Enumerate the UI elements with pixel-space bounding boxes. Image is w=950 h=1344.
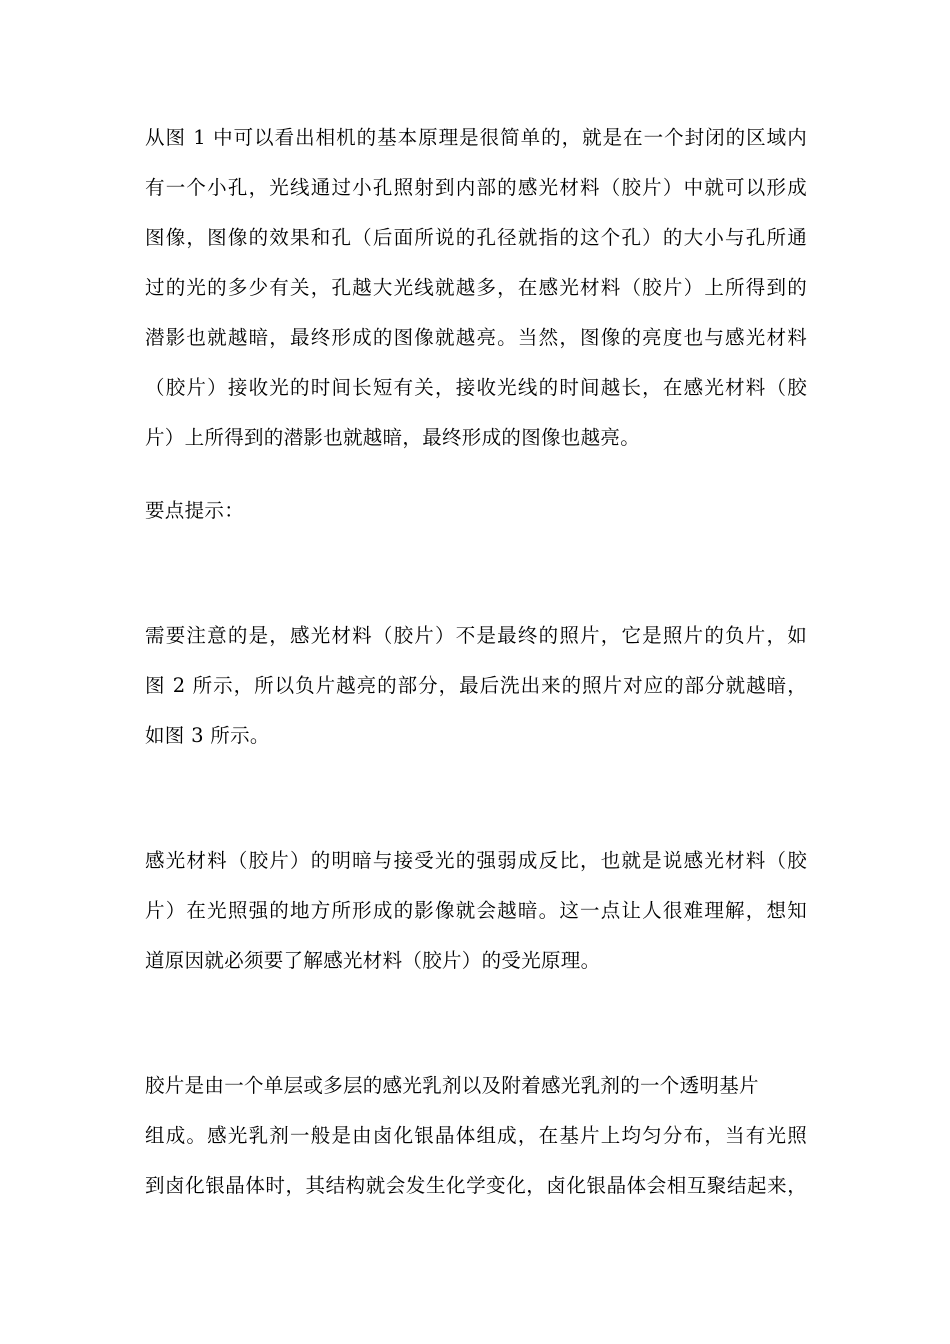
text-line: 从图 1 中可以看出相机的基本原理是很简单的，就是在一个封闭的区域内: [145, 126, 807, 149]
text-line: 要点提示：: [145, 499, 245, 522]
text-line: 需要注意的是，感光材料（胶片）不是最终的照片，它是照片的负片，如: [145, 624, 807, 647]
text-line: 过的光的多少有关，孔越大光线就越多，在感光材料（胶片）上所得到的: [145, 276, 807, 299]
text-line: 图 2 所示，所以负片越亮的部分，最后洗出来的照片对应的部分就越暗，: [145, 674, 807, 697]
text-line: 如图 3 所示。: [145, 724, 270, 747]
text-line: 潜影也就越暗，最终形成的图像就越亮。当然，图像的亮度也与感光材料: [145, 326, 807, 349]
text-line: 到卤化银晶体时，其结构就会发生化学变化，卤化银晶体会相互聚结起来，: [145, 1174, 807, 1197]
text-line: 片）上所得到的潜影也就越暗，最终形成的图像也越亮。: [145, 426, 641, 449]
text-line: 组成。感光乳剂一般是由卤化银晶体组成，在基片上均匀分布，当有光照: [145, 1124, 807, 1147]
text-line: 胶片是由一个单层或多层的感光乳剂以及附着感光乳剂的一个透明基片: [145, 1074, 759, 1097]
text-line: 感光材料（胶片）的明暗与接受光的强弱成反比，也就是说感光材料（胶: [145, 849, 807, 872]
text-line: 道原因就必须要了解感光材料（胶片）的受光原理。: [145, 949, 601, 972]
text-line: 片）在光照强的地方所形成的影像就会越暗。这一点让人很难理解，想知: [145, 899, 807, 922]
text-line: 图像，图像的效果和孔（后面所说的孔径就指的这个孔）的大小与孔所通: [145, 226, 807, 249]
text-line: 有一个小孔，光线通过小孔照射到内部的感光材料（胶片）中就可以形成: [145, 176, 807, 199]
text-line: （胶片）接收光的时间长短有关，接收光线的时间越长，在感光材料（胶: [145, 376, 807, 399]
